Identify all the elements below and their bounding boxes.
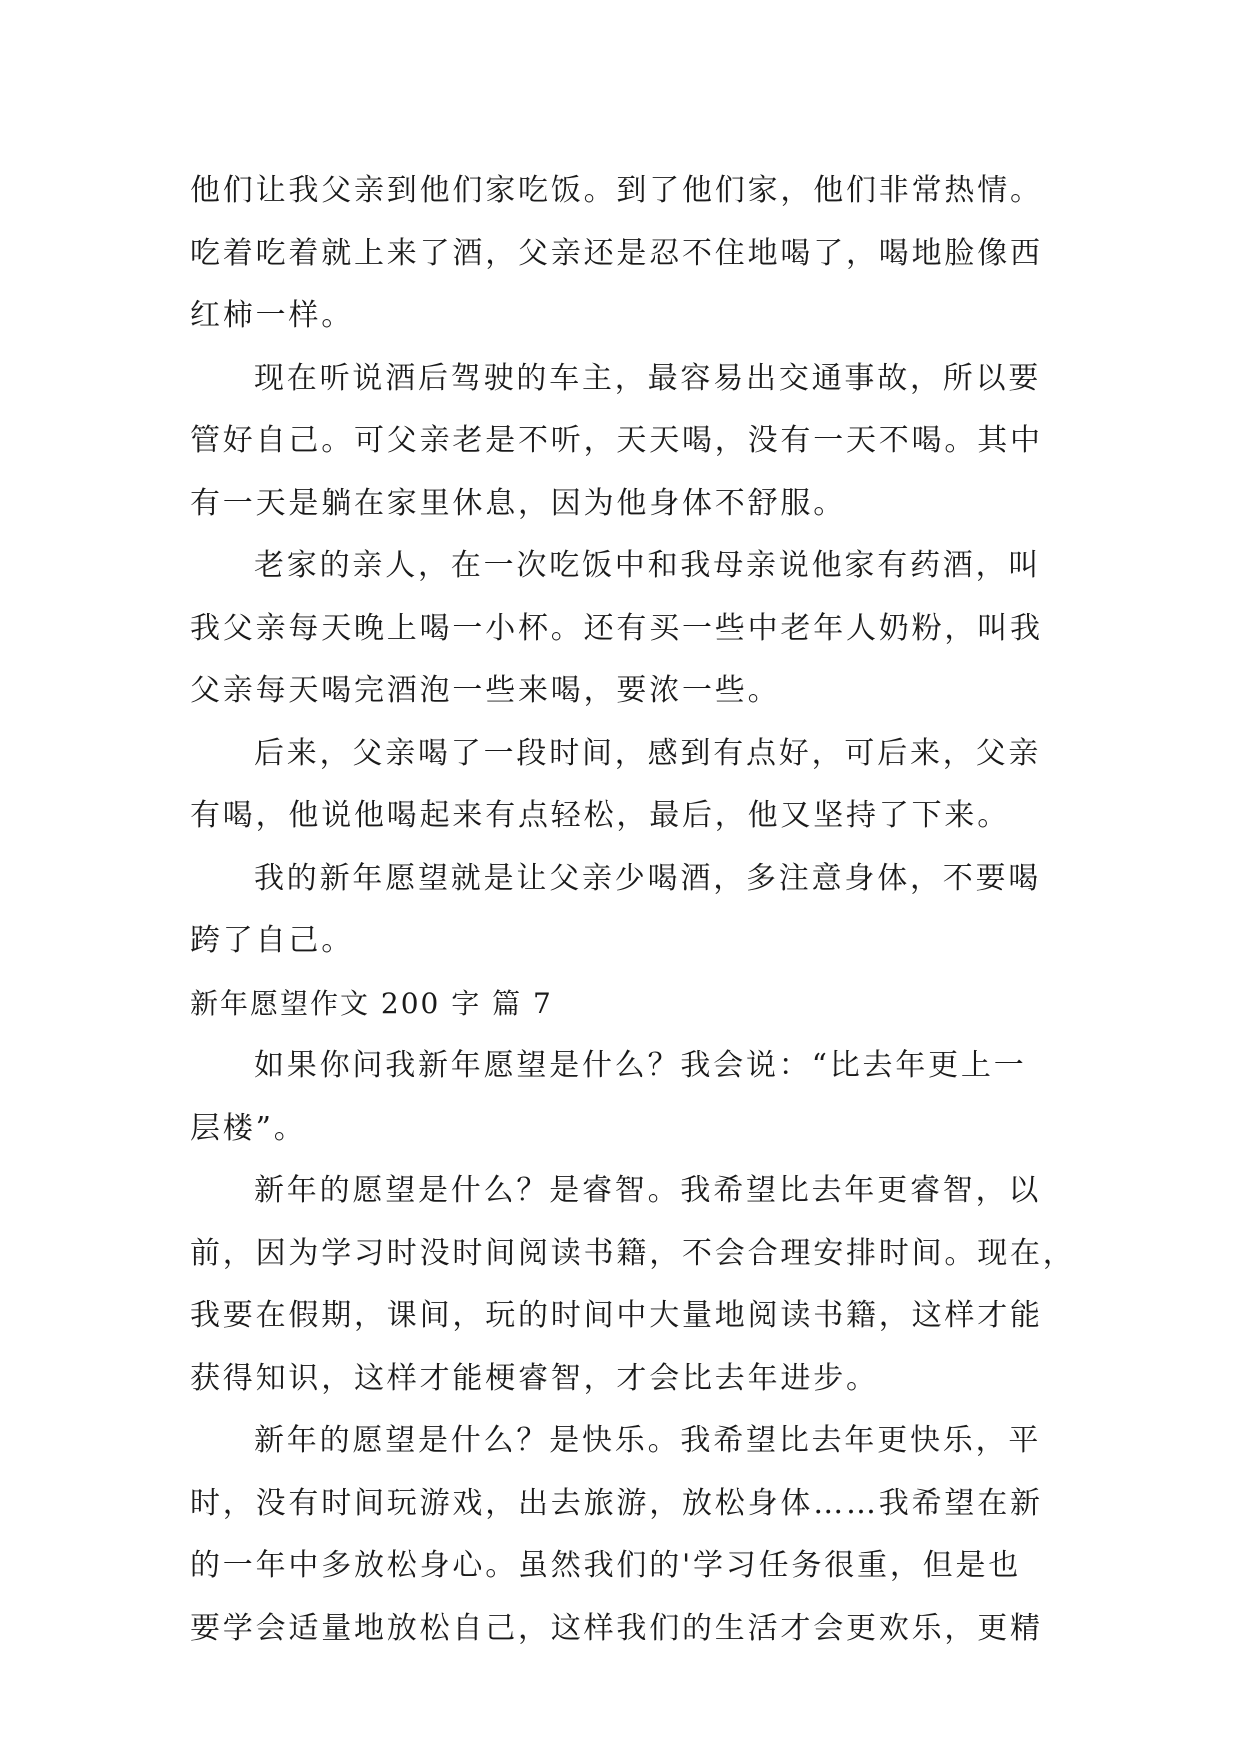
section-heading: 新年愿望作文 200 字 篇 7	[190, 986, 553, 1020]
document-body	[190, 160, 1076, 1660]
text-line: 的一年中多放松身心。虽然我们的'学习任务很重，但是也	[190, 1548, 1022, 1583]
text-line: 他们让我父亲到他们家吃饭。到了他们家，他们非常热情。	[190, 173, 1043, 208]
text-line: 吃着吃着就上来了酒，父亲还是忍不住地喝了，喝地脸像西	[190, 235, 1043, 271]
text-line: 管好自己。可父亲老是不听，天天喝，没有一天不喝。其中	[190, 423, 1043, 458]
paragraph-first-line: 老家的亲人，在一次吃饭中和我母亲说他家有药酒，叫	[254, 548, 1042, 583]
paragraph-first-line: 新年的愿望是什么？是快乐。我希望比去年更快乐，平	[254, 1423, 1042, 1458]
text-line: 我父亲每天晚上喝一小杯。还有买一些中老年人奶粉，叫我	[190, 610, 1043, 646]
paragraph-first-line: 后来，父亲喝了一段时间，感到有点好，可后来，父亲	[254, 735, 1042, 771]
text-line: 有喝，他说他喝起来有点轻松，最后，他又坚持了下来。	[190, 798, 1010, 833]
text-line: 层楼”。	[190, 1110, 307, 1146]
paragraph-first-line: 如果你问我新年愿望是什么？我会说：“比去年更上一	[254, 1048, 1027, 1083]
text-line: 前，因为学习时没时间阅读书籍，不会合理安排时间。现在，	[190, 1235, 1076, 1271]
text-line: 红柿一样。	[190, 298, 354, 333]
text-line: 我要在假期，课间，玩的时间中大量地阅读书籍，这样才能	[190, 1298, 1043, 1333]
paragraph-first-line: 新年的愿望是什么？是睿智。我希望比去年更睿智，以	[254, 1173, 1042, 1208]
paragraph-first-line: 现在听说酒后驾驶的车主，最容易出交通事故，所以要	[254, 360, 1042, 396]
text-line: 跨了自己。	[190, 923, 354, 958]
text-line: 要学会适量地放松自己，这样我们的生活才会更欢乐，更精	[190, 1610, 1043, 1646]
paragraph-first-line: 我的新年愿望就是让父亲少喝酒，多注意身体，不要喝	[254, 860, 1042, 896]
text-line: 获得知识，这样才能梗睿智，才会比去年进步。	[190, 1360, 879, 1396]
text-line: 有一天是躺在家里休息，因为他身体不舒服。	[190, 485, 846, 521]
text-line: 父亲每天喝完酒泡一些来喝，要浓一些。	[190, 673, 781, 708]
text-line: 时，没有时间玩游戏，出去旅游，放松身体……我希望在新	[190, 1485, 1043, 1521]
